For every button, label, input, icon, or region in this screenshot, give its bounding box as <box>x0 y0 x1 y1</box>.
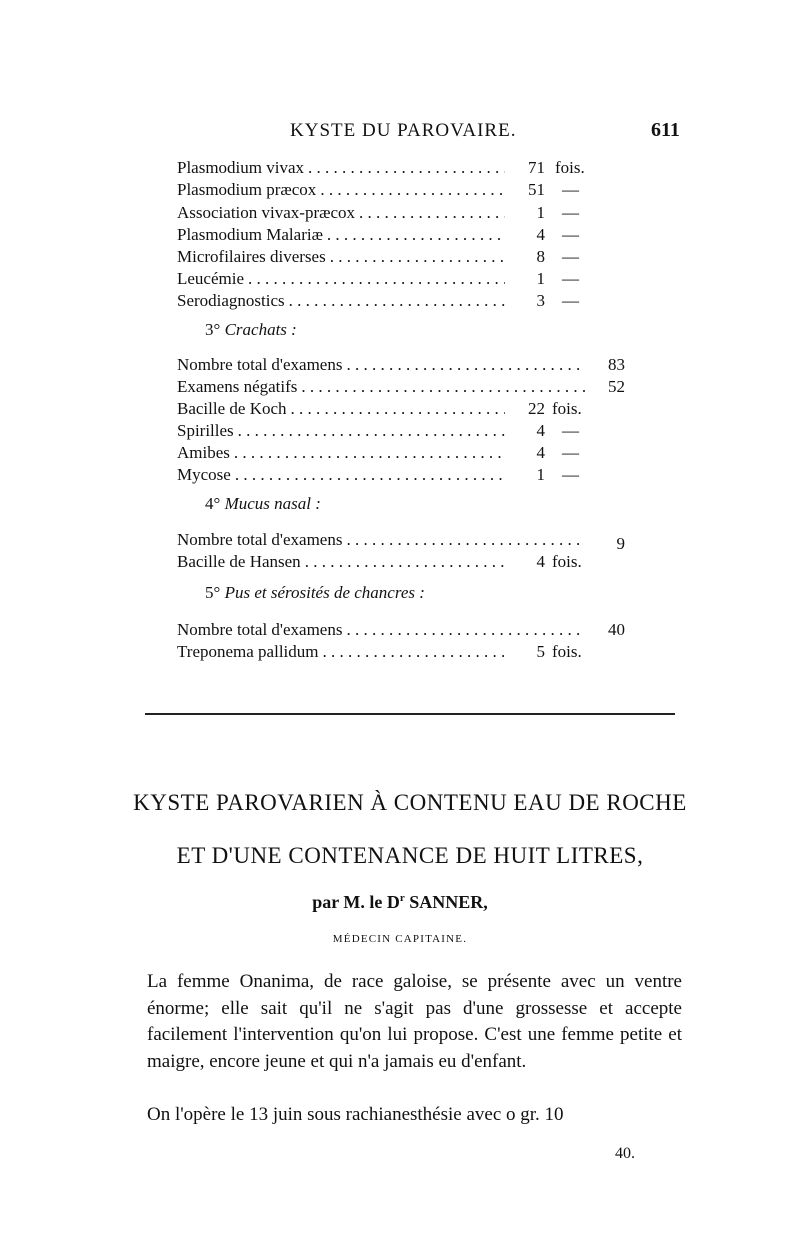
stat-label: Bacille de Koch <box>177 399 287 418</box>
stat-unit: — <box>562 291 579 310</box>
stat-unit: fois. <box>552 552 582 571</box>
byline-prefix: par M. le D <box>312 892 400 912</box>
section-divider <box>145 713 675 715</box>
stat-value: 40 <box>608 620 625 639</box>
stat-row <box>177 639 509 665</box>
body-paragraph: On l'opère le 13 juin sous rachianesthésie avec o gr. 10 <box>147 1104 564 1125</box>
stat-label: Mycose <box>177 465 231 484</box>
leader-dots <box>289 288 505 314</box>
stat-value: 4 <box>536 552 545 571</box>
stat-label: Spirilles <box>177 421 234 440</box>
signature-number: 40. <box>615 1145 635 1162</box>
stat-unit: — <box>562 225 579 244</box>
section-heading <box>205 583 425 603</box>
stat-value: 1 <box>536 465 545 484</box>
stat-label: Nombre total d'examens <box>177 355 343 374</box>
stat-unit: — <box>562 180 579 199</box>
stat-label: Examens négatifs <box>177 377 298 396</box>
section-number: 5° <box>205 583 221 602</box>
stat-label: Leucémie <box>177 269 245 288</box>
section-title: Pus et sérosités de chancres : <box>224 583 425 602</box>
stat-value: 1 <box>536 203 545 222</box>
stat-value: 8 <box>536 247 545 266</box>
stat-label: Treponema pallidum <box>177 642 319 661</box>
stat-label: Microfilaires diverses <box>177 247 326 266</box>
stat-unit: — <box>562 203 579 222</box>
stat-label: Nombre total d'examens <box>177 530 343 549</box>
stat-value: 4 <box>536 443 545 462</box>
byline-sup: r <box>399 892 405 904</box>
stat-label: Serodiagnostics <box>177 291 285 310</box>
stat-label: Amibes <box>177 443 230 462</box>
stat-unit: — <box>562 465 579 484</box>
stat-value: 4 <box>536 421 545 440</box>
page-number: 611 <box>651 119 680 141</box>
stat-unit: fois. <box>555 158 585 177</box>
stat-value: 51 <box>528 180 545 199</box>
article-title-line-1: KYSTE PAROVARIEN À CONTENU EAU DE ROCHE <box>133 790 687 815</box>
body-paragraph: La femme Onanima, de race galoise, se présente avec un ventre énorme; elle sait qu'il ne s'agit pas d'une grossesse et accepte facilement l'intervention qu'on lui propose. C'est une femme petite et maigre, encore jeune et qui n'a jamais eu d'enfant. <box>147 971 682 1072</box>
stat-unit: — <box>562 421 579 440</box>
stat-label: Bacille de Hansen <box>177 552 301 571</box>
running-head: KYSTE DU PAROVAIRE. <box>290 120 517 141</box>
stat-unit: — <box>562 247 579 266</box>
stat-value: 83 <box>608 355 625 374</box>
section-title: Crachats : <box>224 320 297 339</box>
stat-value: 9 <box>616 534 625 553</box>
article-title-line-2: ET D'UNE CONTENANCE DE HUIT LITRES, <box>176 843 644 868</box>
stat-label: Plasmodium vivax <box>177 158 305 177</box>
stat-unit: fois. <box>552 399 582 418</box>
stat-value: 22 <box>528 399 545 418</box>
stat-row <box>177 288 509 314</box>
author-role: MÉDECIN CAPITAINE. <box>332 933 468 945</box>
section-number: 4° <box>205 494 221 513</box>
leader-dots <box>323 639 506 665</box>
leader-dots <box>305 549 505 575</box>
stat-label: Association vivax-prӕcox <box>177 203 355 222</box>
stat-label: Plasmodium Malariӕ <box>177 225 323 244</box>
byline <box>0 892 800 913</box>
stat-unit: — <box>562 269 579 288</box>
stat-row <box>177 462 509 488</box>
stat-unit: fois. <box>552 642 582 661</box>
stat-value: 1 <box>536 269 545 288</box>
stat-unit: — <box>562 443 579 462</box>
stat-value: 4 <box>536 225 545 244</box>
section-title: Mucus nasal : <box>224 494 321 513</box>
stat-value: 5 <box>536 642 545 661</box>
section-number: 3° <box>205 320 221 339</box>
stat-value: 71 <box>528 158 545 177</box>
section-heading <box>205 320 297 340</box>
stat-label: Plasmodium prӕcox <box>177 180 317 199</box>
stat-row <box>177 549 509 575</box>
stat-value: 52 <box>608 377 625 396</box>
author-name: SANNER, <box>409 892 488 912</box>
stat-label: Nombre total d'examens <box>177 620 343 639</box>
leader-dots <box>235 462 505 488</box>
stat-value: 3 <box>536 291 545 310</box>
section-heading <box>205 494 321 514</box>
